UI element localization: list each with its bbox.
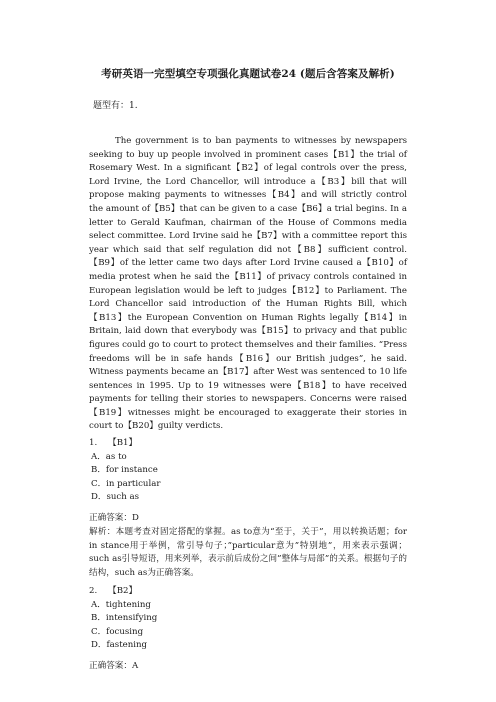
question-2: [89, 585, 407, 653]
question-type-label: 题型有：1.: [93, 101, 138, 111]
question-1-answer: 正确答案：D: [89, 513, 139, 523]
passage-text: The government is to ban payments to witnesses by newspapers seeking to buy up people involved in prominent cases【B1】the trial of Rosemary West. In a significant【B2】of legal controls over the press, Lord Irvine, the Lord Chancellor, will introduce a【B3】bill that will propose making payments to witnesses【B4】and will strictly control the amount of【B5】that can be given to a case【B6】a trial begins. In a letter to Gerald Kaufman, chairman of the House of Commons media select committee. Lord Irvine said he【B7】with a committee report this year which said that self regulation did not【B8】sufficient control. 【B9】of the letter came two days after Lord Irvine caused a【B10】of media protest when he said the【B11】of privacy controls contained in European legislation would be left to judges【B12】to Parliament. The Lord Chancellor said introduction of the Human Rights Bill, which【B13】the European Convention on Human Rights legally【B14】in Britain, laid down that everybody was【B15】to privacy and that public figures could go to court to protect themselves and their families. “Press freedoms will be in safe hands【B16】our British judges”, he said. Witness payments became an【B17】after West was sentenced to 10 life sentences in 1995. Up to 19 witnesses were【B18】to have received payments for telling their stories to newspapers. Concerns were raised【B19】witnesses might be encouraged to exaggerate their stories in court to【B20】guilty verdicts.: [89, 136, 407, 432]
question-1-explanation: 解析：本题考查对固定搭配的掌握。as to意为“至于，关于”，用以转换话题；for in stance用于举例，常引导句子；”particular意为”特别地”，用来表示强调；such as引导短语，用来列举，表示前后成份之间”整体与局部”的关系。根据句子的结构，such as为正确答案。: [89, 527, 407, 578]
option-c: C．focusing: [91, 626, 144, 637]
option-d: D．such as: [91, 492, 140, 503]
option-b: B．for instance: [91, 465, 158, 476]
document-title: 考研英语一完型填空专项强化真题试卷24 (题后含答案及解析): [101, 68, 395, 80]
question-2-header: [89, 585, 407, 599]
question-number: 1.: [89, 438, 98, 448]
question-number: 2.: [89, 586, 98, 596]
option-b: B．intensifying: [91, 613, 158, 624]
question-1-header: [89, 437, 407, 451]
option-c: C．in particular: [91, 478, 161, 489]
question-blank: 【B2】: [108, 586, 138, 596]
option-d: D．fastening: [91, 640, 148, 651]
option-a: A．as to: [91, 451, 127, 462]
question-blank: 【B1】: [108, 438, 138, 448]
question-1: [89, 437, 407, 505]
question-2-answer: 正确答案：A: [89, 661, 139, 671]
option-a: A．tightening: [91, 599, 151, 610]
